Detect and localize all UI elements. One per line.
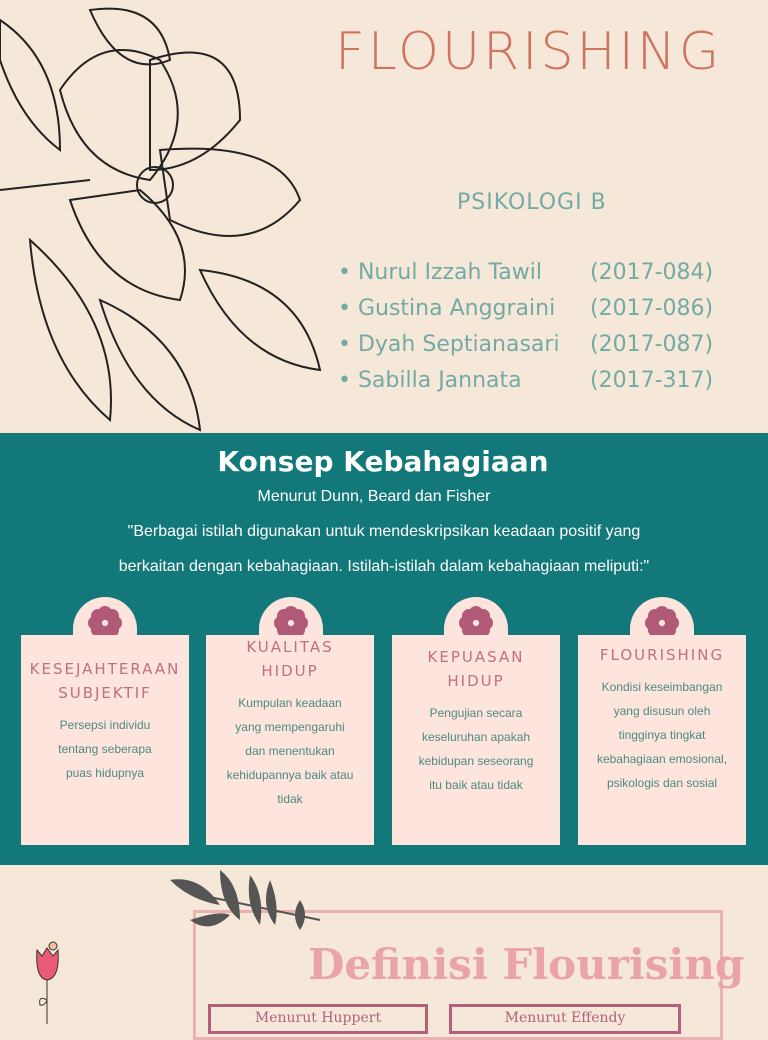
card-body: Kondisi keseimbangan yang disusun oleh tingginya tingkat kebahagiaan emosional, psikologis dan sosial: [596, 680, 728, 790]
page-title: FLOURISHING: [335, 22, 723, 82]
term-card: [392, 635, 560, 845]
card-body: Persepsi individu tentang seberapa puas hidupnya: [58, 718, 152, 780]
term-card: [578, 635, 746, 845]
term-card: [21, 635, 189, 845]
member-item: • Sabilla Jannata (2017-317): [338, 368, 714, 393]
effendy-box: Menurut Effendy: [449, 1004, 681, 1034]
class-subtitle: PSIKOLOGI B: [457, 190, 607, 215]
quote-line: berkaitan dengan kebahagiaan. Istilah-istilah dalam kebahagiaan meliputi:": [118, 558, 650, 575]
magnolia-illustration: [0, 0, 330, 435]
huppert-box: Menurut Huppert: [208, 1004, 428, 1034]
card-title: KESEJAHTERAAN SUBJEKTIF: [29, 660, 181, 702]
term-card: [206, 635, 374, 845]
definisi-title: Definisi Flourising: [308, 940, 745, 989]
konsep-section: [0, 433, 768, 865]
card-body: Pengujian secara keseluruhan apakah kebidupan seseorang itu baik atau tidak: [418, 706, 534, 792]
member-item: • Dyah Septianasari (2017-087): [338, 332, 714, 357]
tulip-doodle-icon: [20, 940, 70, 1024]
section-heading: Konsep Kebahagiaan: [217, 445, 549, 478]
leaf-branch-illustration: [160, 865, 340, 950]
quote-line: "Berbagai istilah digunakan untuk mendeskripsikan keadaan positif yang: [127, 523, 641, 540]
card-title: FLOURISHING: [599, 646, 725, 664]
member-item: • Nurul Izzah Tawil (2017-084): [338, 260, 714, 285]
card-title: KUALITAS HIDUP: [246, 638, 334, 680]
card-title: KEPUASAN HIDUP: [427, 648, 525, 690]
card-body: Kumpulan keadaan yang mempengaruhi dan menentukan kehidupannya baik atau tidak: [226, 696, 354, 806]
source-text: Menurut Dunn, Beard dan Fisher: [257, 488, 491, 505]
member-item: • Gustina Anggraini (2017-086): [338, 296, 714, 321]
